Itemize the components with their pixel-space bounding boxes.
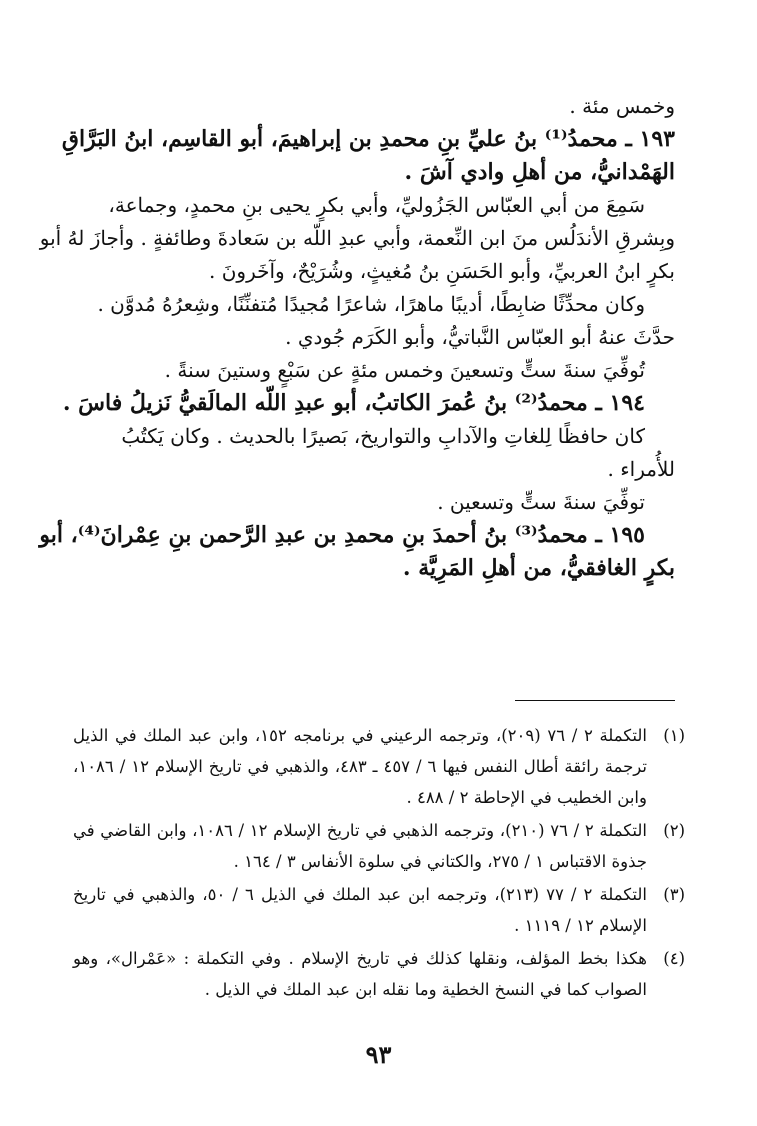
entry-heading-193-cont: الهَمْدانيُّ، من أهلِ وادي آشَ . [404, 159, 675, 185]
entry-heading-194: ١٩٤ ـ محمدُ⁽²⁾ بنُ عُمرَ الكاتبُ، أبو عبدِ اللّه المالَقيُّ نَزيلُ فاسَ . [62, 390, 645, 416]
page-number: ٩٣ [365, 1040, 392, 1069]
footnote-number: (١) [663, 726, 685, 745]
entry-heading-193: ١٩٣ ـ محمدُ⁽¹⁾ بنُ عليِّ بنِ محمدِ بن إبراهيمَ، أبو القاسِم، ابنُ البَرَّاقِ [61, 126, 675, 152]
text-line: تُوفِّيَ سنةَ ستٍّ وتسعينَ وخمس مئةٍ عن سَبْعٍ وستينَ سنةً . [164, 358, 645, 382]
text-line: وبِشرقِ الأندَلُس منَ ابن النِّعمة، وأبي عبدِ اللّه بن سَعادةَ وطائفةٍ . وأجازَ لهُ أبو [39, 226, 675, 250]
footnote-number: (٢) [663, 821, 685, 840]
text-line: توفِّيَ سنةَ ستٍّ وتسعين . [437, 490, 645, 514]
text-line: بكرٍ ابنُ العربيِّ، وأبو الحَسَنِ بنُ مُغيثٍ، وشُرَيْحٌ، وآخَرونَ . [209, 259, 675, 283]
footnote-2 [73, 815, 685, 877]
footnote-text: التكملة ٢ / ٧٧ (٢١٣)، وترجمه ابن عبد الملك في الذيل ٦ / ٥٠، والذهبي في تاريخ الإسلام ١٢ / ١١١٩ . [73, 885, 647, 935]
footnote-text: التكملة ٢ / ٧٦ (٢١٠)، وترجمه الذهبي في تاريخ الإسلام ١٢ / ١٠٨٦، وابن القاضي في جذوة الاقتباس ١ / ٢٧٥، والكتاني في سلوة الأنفاس ٣ / ١٦٤ . [73, 821, 647, 871]
footnote-4 [73, 943, 685, 1005]
entry-heading-195: ١٩٥ ـ محمدُ⁽³⁾ بنُ أحمدَ بنِ محمدِ بن عبدِ الرَّحمن بنِ عِمْرانَ⁽⁴⁾، أبو [39, 522, 645, 548]
main-text [39, 90, 675, 585]
text-line: سَمِعَ من أبي العبّاس الجَزُوليِّ، وأبي بكرٍ يحيى بنِ محمدٍ، وجماعة، [108, 193, 645, 217]
footnote-separator [515, 700, 675, 701]
footnote-text: هكذا بخط المؤلف، ونقلها كذلك في تاريخ الإسلام . وفي التكملة : «عَمْرال»، وهو الصواب كما في النسخ الخطية وما نقله ابن عبد الملك في الذيل . [73, 949, 647, 999]
footnote-3 [73, 879, 685, 941]
text-line: وخمس مئة . [569, 94, 675, 118]
text-line: للأُمراء . [607, 457, 675, 481]
footnote-number: (٤) [663, 949, 685, 968]
text-line: حدَّثَ عنهُ أبو العبّاس النَّباتيُّ، وأبو الكَرَم جُودي . [285, 325, 675, 349]
entry-heading-195-cont: بكرٍ الغافقيُّ، من أهلِ المَرِيَّة . [402, 555, 675, 581]
footnote-text: التكملة ٢ / ٧٦ (٢٠٩)، وترجمه الرعيني في برنامجه ١٥٢، وابن عبد الملك في الذيل ترجمة رائقة أطال النفس فيها ٦ / ٤٥٧ ـ ٤٨٣، والذهبي في تاريخ الإسلام ١٢ / ١٠٨٦، وابن الخطيب في الإحاطة ٢ / ٤٨٨ . [73, 726, 648, 807]
text-line: وكان محدِّثًا ضابِطًا، أديبًا ماهرًا، شاعرًا مُجيدًا مُتفنِّنًا، وشِعرُهُ مُدوَّن . [97, 292, 645, 316]
footnotes [73, 720, 685, 1007]
footnote-1 [73, 720, 685, 813]
footnote-number: (٣) [663, 885, 685, 904]
text-line: كان حافظًا لِلغاتِ والآدابِ والتواريخ، بَصيرًا بالحديث . وكان يَكتُبُ [121, 424, 645, 448]
